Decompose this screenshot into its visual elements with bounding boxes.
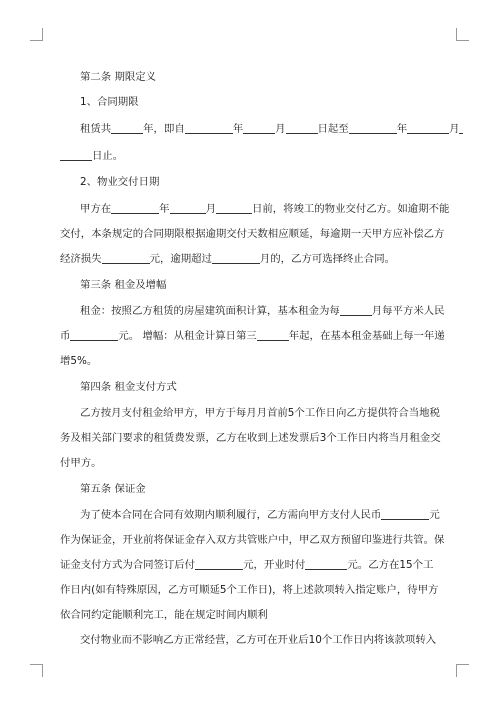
payment-line-2: 务及相关部门要求的租赁费发票，乙方在收到上述发票后3个工作日内将当月租金交 [60,432,441,444]
text-run: 为了使本合同在合同有效期内顺利履行，乙方需向甲方支付人民币 [80,509,382,521]
rent-line-3: 增5%。 [60,355,98,367]
article-2-heading: 第二条 期限定义 [80,71,157,83]
blank-end-day [60,149,92,161]
text-run: 元，开业时付 [243,559,306,571]
text-run: 月 [275,123,286,135]
blank-start-year [185,122,233,134]
article-5-heading: 第五条 保证金 [80,483,146,495]
blank-delivery-month [170,202,206,214]
text-run: 年，即自 [143,123,185,135]
term-line-2 [60,149,123,163]
payment-line-1: 乙方按月支付租金给甲方，甲方于每月月首前5个工作日向乙方提供符合当地税 [80,407,440,419]
blank-years [111,122,143,134]
deposit-line-1 [80,508,440,522]
delivery-line-1 [80,202,449,216]
rent-line-2 [60,329,445,343]
text-run: 年起，在基本租金基础上每一年递 [288,330,445,342]
text-run: 甲方在 [80,203,112,215]
blank-increase-year [257,329,289,341]
text-run: 租赁共 [80,123,112,135]
text-run: 租金：按照乙方租赁的房屋建筑面积计算，基本租金为每 [80,305,340,317]
text-run: 元。 增幅：从租金计算日第三 [118,330,257,342]
article-4-heading: 第四条 租金支付方式 [80,381,177,393]
text-run: 日前，将竣工的物业交付乙方。如逾期不能 [251,203,450,215]
deposit-line-3 [60,558,433,572]
blank-rent-amount [70,329,118,341]
blank-start-day [286,122,318,134]
blank-end-month [407,122,449,134]
crop-mark-top-right [456,28,469,41]
blank-rent-period [340,304,372,316]
text-run: 月 [205,203,216,215]
blank-deposit-after-signing [195,558,243,570]
text-run: 日起至 [317,123,349,135]
text-run: 年 [232,123,244,135]
article-3-heading: 第三条 租金及增幅 [80,279,167,291]
blank-deposit-at-opening [305,558,347,570]
text-run: 月的，乙方可选择终止合同。 [259,253,395,265]
text-run: 元，逾期超过 [149,253,212,265]
delivery-line-3 [60,252,395,266]
blank-deposit-amount [381,508,429,520]
text-run: 日止。 [92,150,124,162]
section-1-heading: 1、合同期限 [80,96,139,108]
term-line-1 [80,122,463,136]
text-run: 币 [60,330,71,342]
blank-start-month [243,122,275,134]
text-run: 元 [429,509,440,521]
crop-mark-top-left [30,28,43,41]
text-run: 年 [159,203,170,215]
text-run: 月 [449,123,460,135]
crop-mark-bottom-left [30,664,43,677]
section-2-heading: 2、物业交付日期 [80,176,160,188]
deposit-line-6: 交付物业而不影响乙方正常经营，乙方可在开业后10个工作日内将该款项转入 [80,634,437,646]
payment-line-3: 付甲方。 [60,457,102,469]
text-run: 月每平方米人民 [371,305,445,317]
deposit-line-2: 作为保证金，开业前将保证金存入双方共管账户中，甲乙双方预留印鉴进行共管。保 [60,534,445,546]
blank-end-year [349,122,397,134]
blank-compensation [102,252,150,264]
blank-delivery-year [111,202,159,214]
deposit-line-4: 作日内(如有特殊原因，乙方可顺延5个工作日)，将上述款项转入指定账户，待甲方 [60,584,439,596]
text-run: 元。乙方在15个工 [347,559,434,571]
delivery-line-2: 交付，本条规定的合同期限根据逾期交付天数相应顺延，每逾期一天甲方应补偿乙方 [60,228,445,240]
blank-delivery-day [216,202,252,214]
deposit-line-5: 依合同约定能顺利完工，能在规定时间内顺利 [60,609,268,621]
text-run: 年 [396,123,408,135]
blank-overdue-months [212,252,260,264]
rent-line-1 [80,304,445,318]
crop-mark-bottom-right [456,664,469,677]
text-run: 证金支付方式为合同签订后付 [60,559,196,571]
blank-end-tail [459,122,463,134]
text-run: 经济损失 [60,253,102,265]
